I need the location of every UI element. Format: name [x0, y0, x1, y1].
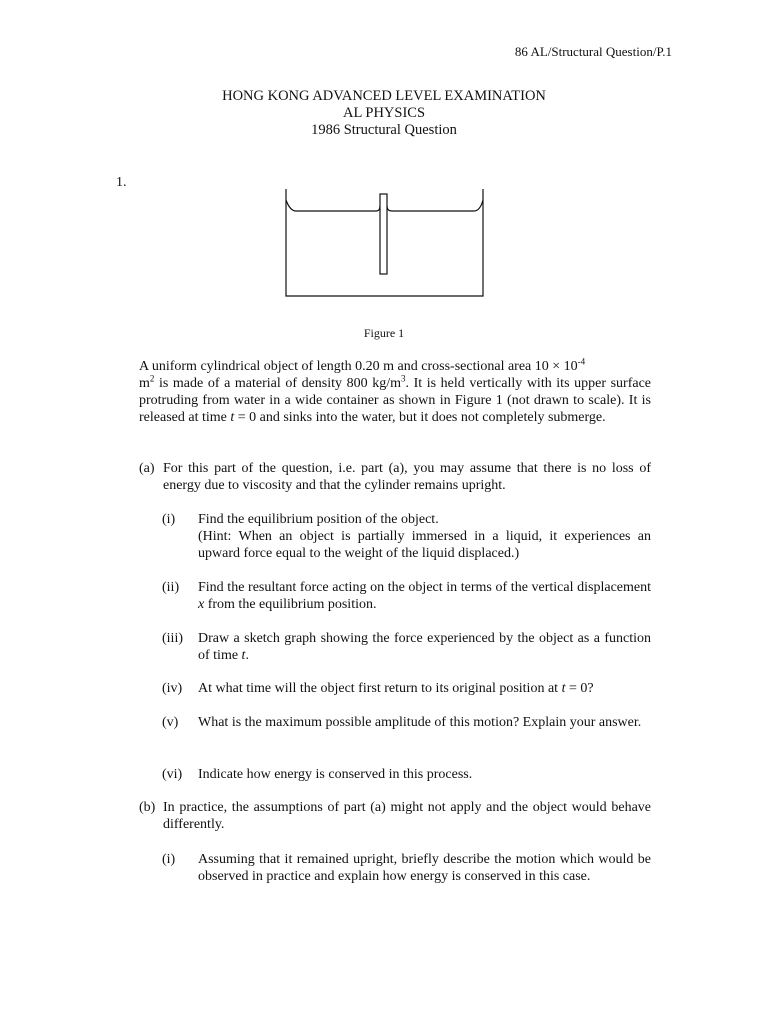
part-b-text: In practice, the assumptions of part (a) might not apply and the object would behave differently. [163, 800, 651, 832]
intro-text-4: = 0 and sinks into the water, but it does not completely submerge. [234, 410, 606, 425]
part-a [139, 460, 651, 494]
exam-title-block [0, 88, 768, 139]
item-text: Indicate how energy is conserved in this process. [198, 767, 473, 782]
intro-unit-m: m [139, 376, 150, 391]
item-label: (ii) [162, 580, 180, 595]
item-text [198, 680, 651, 697]
part-a-item-iii [162, 630, 651, 664]
intro-text-2: is made of a material of density 800 kg/m [154, 376, 401, 391]
item-text-b: from the equilibrium position. [204, 597, 377, 612]
item-text-a: At what time will the object first return to its original position at [198, 681, 562, 696]
page-reference: 86 AL/Structural Question/P.1 [514, 44, 672, 59]
part-a-item-vi [162, 766, 651, 783]
item-text-a: Draw a sketch graph showing the force experienced by the object as a function of time [198, 631, 651, 663]
item-text: Find the equilibrium position of the object. [198, 512, 439, 527]
item-variable: t [561, 681, 566, 696]
intro-text-3: . It is held vertically with its upper surface protruding from water in a wide container as shown in Figure 1 (not drawn to scale). It is released at time [139, 376, 651, 425]
water-surface-right [387, 200, 483, 211]
item-label: (v) [162, 715, 179, 730]
part-a-item-ii [162, 579, 651, 613]
item-variable: x [198, 597, 205, 612]
item-text-b: = 0? [565, 681, 594, 696]
part-b-item-i [162, 851, 651, 885]
figure-caption: Figure 1 [363, 326, 405, 340]
intro-exponent-m2: 2 [149, 373, 155, 384]
item-text: Assuming that it remained upright, briefly describe the motion which would be observed in practice and explain how energy is conserved in this case. [198, 852, 651, 884]
item-text-a: Find the resultant force acting on the object in terms of the vertical displacement [198, 580, 651, 595]
part-a-item-v [162, 714, 651, 731]
item-text [198, 630, 651, 664]
intro-exponent-m3: 3 [401, 373, 406, 384]
part-a-item-i [162, 511, 651, 562]
item-label: (iii) [162, 631, 183, 646]
water-surface-left [286, 200, 380, 211]
part-a-label: (a) [139, 461, 155, 476]
intro-text-1: A uniform cylindrical object of length 0.20 m and cross-sectional area 10 × 10 [139, 359, 578, 374]
intro-variable-t: t [230, 410, 235, 425]
item-hint: (Hint: When an object is partially immersed in a liquid, it experiences an upward force equal to the weight of the liquid displaced.) [198, 529, 651, 561]
item-label: (i) [162, 512, 176, 527]
item-text: What is the maximum possible amplitude of this motion? Explain your answer. [198, 715, 642, 730]
item-text-b: . [245, 648, 249, 663]
item-label: (i) [162, 852, 176, 867]
exam-title: HONG KONG ADVANCED LEVEL EXAMINATION [222, 88, 546, 104]
part-b-label: (b) [139, 800, 156, 815]
exam-subtitle: 1986 Structural Question [311, 122, 457, 138]
item-text [198, 579, 651, 613]
question-number: 1. [116, 175, 127, 190]
part-b [139, 799, 651, 833]
intro-exponent-area: -4 [577, 356, 586, 367]
item-label: (vi) [162, 767, 183, 782]
item-variable: t [241, 648, 246, 663]
cylinder-object [380, 194, 387, 274]
exam-subject: AL PHYSICS [342, 105, 426, 121]
part-a-text: For this part of the question, i.e. part (a), you may assume that there is no loss of energy due to viscosity and that the cylinder remains upright. [163, 461, 651, 493]
part-a-item-iv [162, 680, 651, 697]
figure-1-diagram [284, 186, 486, 300]
item-label: (iv) [162, 681, 183, 696]
question-intro [139, 358, 651, 426]
